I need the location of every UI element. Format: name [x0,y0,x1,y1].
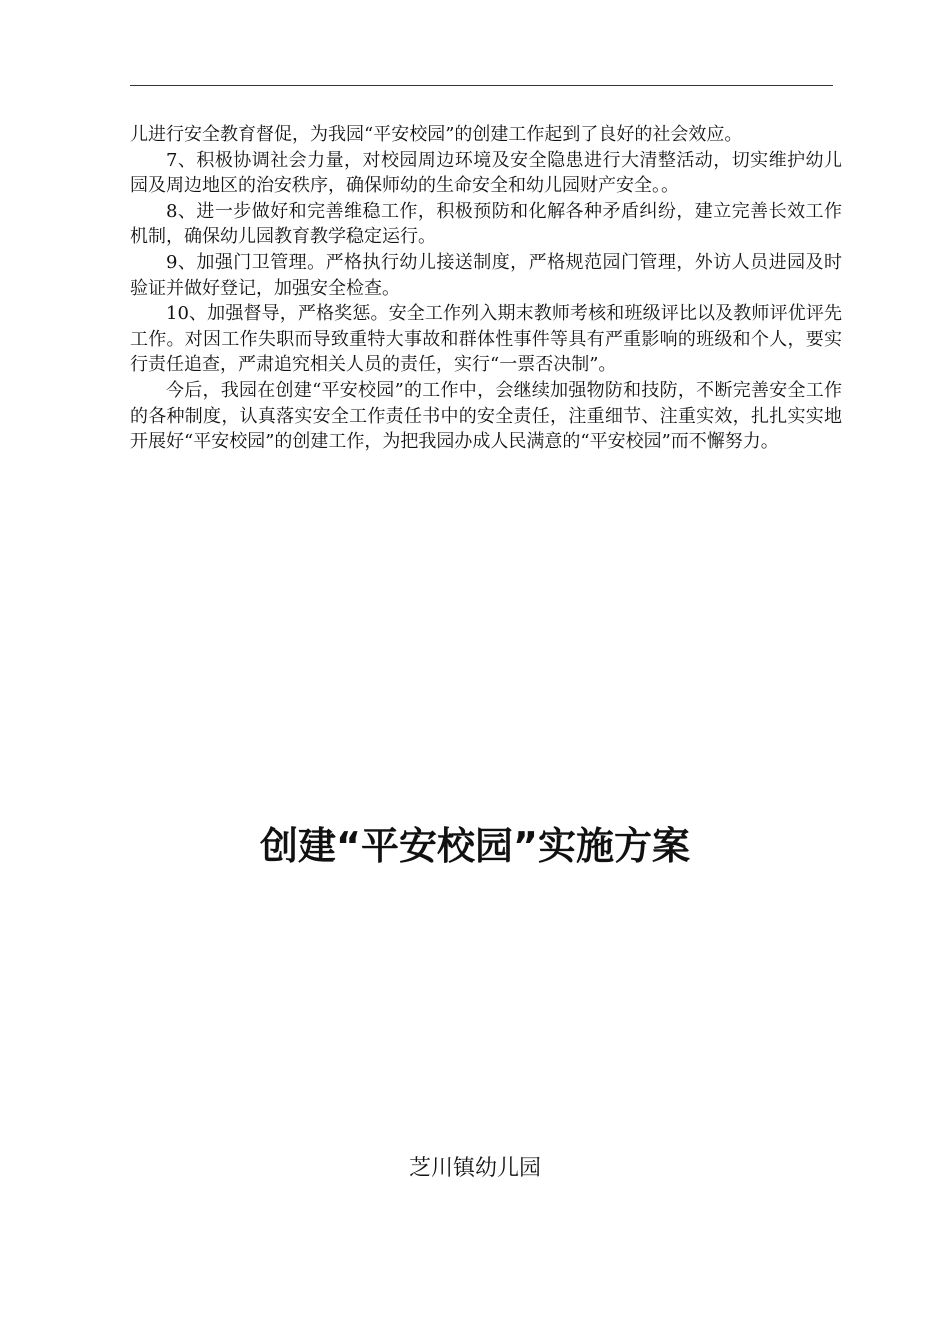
body-text [130,122,842,455]
paragraph-item-10: 10、加强督导，严格奖惩。安全工作列入期末教师考核和班级评比以及教师评优评先工作。对因工作失职而导致重特大事故和群体性事件等具有严重影响的班级和个人，要实行责任追查，严肃追究相关人员的责任，实行“一票否决制”。 [130,303,842,376]
paragraph-conclusion: 今后，我园在创建“平安校园”的工作中，会继续加强物防和技防，不断完善安全工作的各种制度，认真落实安全工作责任书中的安全责任，注重细节、注重实效，扎扎实实地开展好“平安校园”的创建工作，为把我园办成人民满意的“平安校园”而不懈努力。 [130,379,842,453]
document-title: 创建“平安校园”实施方案 [260,824,690,868]
paragraph-item-8: 8、进一步做好和完善维稳工作，积极预防和化解各种矛盾纠纷，建立完善长效工作机制，确保幼儿园教育教学稳定运行。 [130,200,842,248]
paragraph-continuation: 儿进行安全教育督促，为我园“平安校园”的创建工作起到了良好的社会效应。 [130,124,743,145]
paragraph-item-7: 7、积极协调社会力量，对校园周边环境及安全隐患进行大清整活动，切实维护幼儿园及周边地区的治安秩序，确保师幼的生命安全和幼儿园财产安全。。 [130,149,842,197]
header-rule [130,85,833,86]
paragraph-item-9: 9、加强门卫管理。严格执行幼儿接送制度，严格规范园门管理，外访人员进园及时验证并做好登记，加强安全检查。 [130,251,842,299]
organization-name: 芝川镇幼儿园 [408,1156,541,1181]
